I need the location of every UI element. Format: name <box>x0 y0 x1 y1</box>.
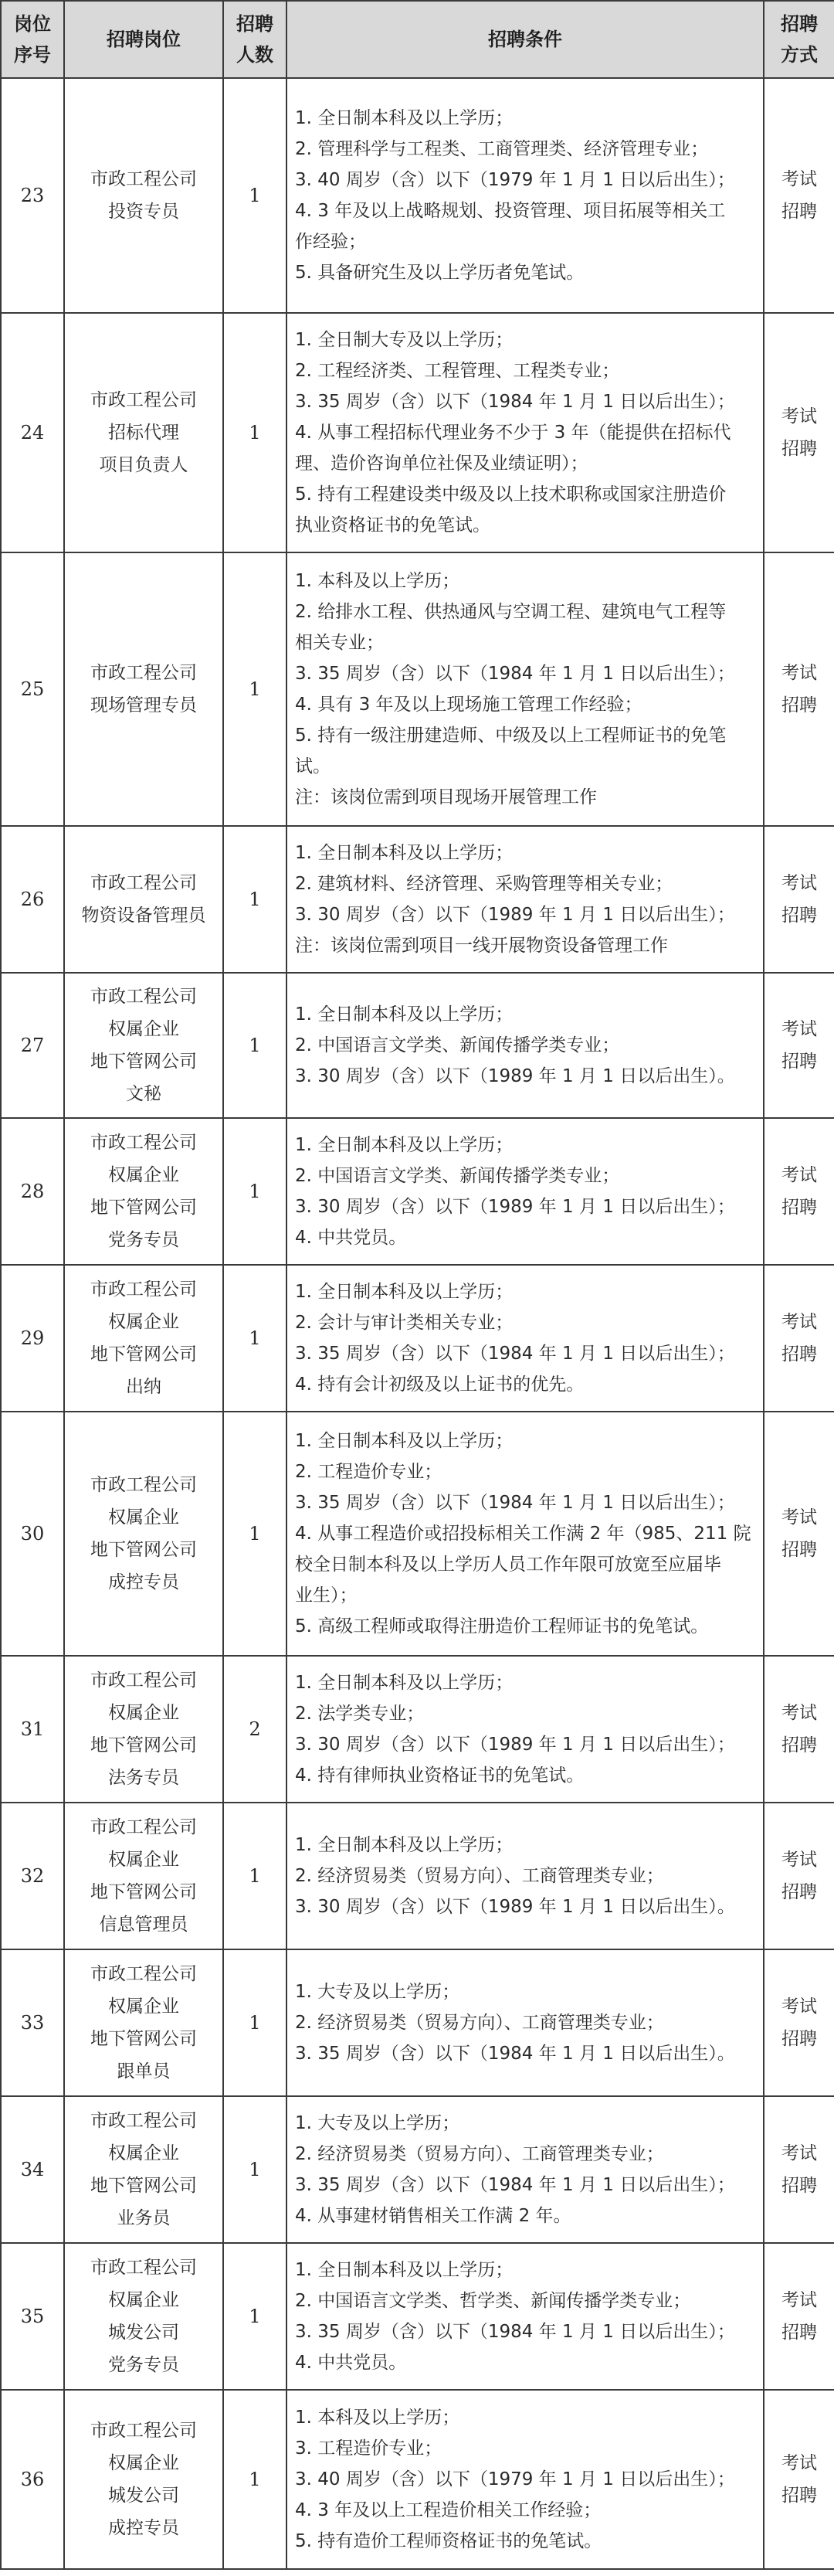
condition-line: 1. 全日制本科及以上学历； <box>295 1135 514 1155</box>
row-conditions <box>286 2096 764 2243</box>
row-post <box>64 2096 223 2243</box>
post-line: 地下管网公司 <box>90 1344 197 1364</box>
method-line: 招聘 <box>781 1735 817 1755</box>
row-seq: 33 <box>1 1949 64 2096</box>
post-line: 地下管网公司 <box>90 1882 197 1902</box>
table-row <box>1 552 834 826</box>
table-row <box>1 1656 834 1803</box>
post-line: 党务专员 <box>108 2355 179 2375</box>
row-count: 1 <box>223 1118 286 1265</box>
condition-line: 执业资格证书的免笔试。 <box>295 515 490 535</box>
condition-line: 4. 具有 3 年及以上现场施工管理工作经验； <box>295 695 642 715</box>
post-line: 物资设备管理员 <box>81 906 206 926</box>
method-line: 考试 <box>781 406 817 427</box>
row-method <box>764 1118 834 1265</box>
post-line: 地下管网公司 <box>90 2029 197 2049</box>
condition-line: 2. 管理科学与工程类、工商管理类、经济管理专业； <box>295 139 709 159</box>
method-line: 招聘 <box>781 695 817 715</box>
condition-line: 注：该岗位需到项目一线开展物资设备管理工作 <box>295 936 668 956</box>
condition-line: 1. 全日制本科及以上学历； <box>295 1835 514 1855</box>
post-line: 法务专员 <box>108 1768 179 1788</box>
row-method <box>764 2096 834 2243</box>
row-post <box>64 1118 223 1265</box>
condition-line: 1. 全日制本科及以上学历； <box>295 1431 514 1451</box>
method-line: 招聘 <box>781 1052 817 1072</box>
row-seq: 35 <box>1 2243 64 2390</box>
condition-line: 5. 持有一级注册建造师、中级及以上工程师证书的免笔 <box>295 726 727 746</box>
row-count: 1 <box>223 1265 286 1412</box>
table-row <box>1 826 834 973</box>
method-line: 招聘 <box>781 202 817 222</box>
row-conditions <box>286 1265 764 1412</box>
condition-line: 业生）； <box>295 1585 358 1606</box>
post-line: 权属企业 <box>108 2143 179 2163</box>
condition-line: 3. 30 周岁（含）以下（1989 年 1 月 1 日以后出生）； <box>295 1197 735 1217</box>
row-seq: 27 <box>1 973 64 1118</box>
method-line: 考试 <box>781 873 817 893</box>
condition-line: 1. 本科及以上学历； <box>295 2408 460 2428</box>
method-line: 招聘 <box>781 2486 817 2506</box>
row-count: 1 <box>223 313 286 552</box>
post-line: 权属企业 <box>108 1850 179 1870</box>
method-line: 考试 <box>781 169 817 189</box>
row-post <box>64 2390 223 2569</box>
method-line: 招聘 <box>781 906 817 926</box>
table-header-row <box>1 1 834 78</box>
condition-line: 3. 35 周岁（含）以下（1984 年 1 月 1 日以后出生）； <box>295 2175 735 2195</box>
post-line: 权属企业 <box>108 1165 179 1185</box>
post-line: 市政工程公司 <box>90 169 197 189</box>
row-count: 1 <box>223 1803 286 1949</box>
table-row <box>1 2390 834 2569</box>
table-row <box>1 313 834 552</box>
method-line: 考试 <box>781 1997 817 2017</box>
row-post <box>64 1412 223 1656</box>
row-post <box>64 1265 223 1412</box>
row-conditions <box>286 2390 764 2569</box>
condition-line: 5. 高级工程师或取得注册造价工程师证书的免笔试。 <box>295 1616 709 1636</box>
post-line: 市政工程公司 <box>90 2111 197 2131</box>
method-line: 考试 <box>781 1507 817 1528</box>
row-count: 1 <box>223 552 286 826</box>
header-method: 招聘 方式 <box>764 1 834 78</box>
row-conditions <box>286 826 764 973</box>
post-line: 权属企业 <box>108 2290 179 2310</box>
row-conditions <box>286 1949 764 2096</box>
method-line: 招聘 <box>781 2323 817 2343</box>
row-seq: 30 <box>1 1412 64 1656</box>
method-line: 考试 <box>781 1019 817 1039</box>
row-seq: 25 <box>1 552 64 826</box>
condition-line: 3. 35 周岁（含）以下（1984 年 1 月 1 日以后出生）； <box>295 664 735 684</box>
row-method <box>764 78 834 313</box>
method-line: 招聘 <box>781 2176 817 2196</box>
condition-line: 3. 35 周岁（含）以下（1984 年 1 月 1 日以后出生）； <box>295 1493 735 1513</box>
post-line: 市政工程公司 <box>90 1670 197 1691</box>
condition-line: 4. 持有律师执业资格证书的免笔试。 <box>295 1765 585 1786</box>
row-conditions <box>286 1412 764 1656</box>
post-line: 权属企业 <box>108 1019 179 1039</box>
row-count: 1 <box>223 2243 286 2390</box>
condition-line: 5. 持有造价工程师资格证书的免笔试。 <box>295 2531 602 2551</box>
row-count: 1 <box>223 1412 286 1656</box>
condition-line: 4. 3 年及以上战略规划、投资管理、项目拓展等相关工 <box>295 201 726 221</box>
condition-line: 3. 40 周岁（含）以下（1979 年 1 月 1 日以后出生）； <box>295 170 735 190</box>
condition-line: 2. 经济贸易类（贸易方向）、工商管理类专业； <box>295 2013 664 2033</box>
post-line: 地下管网公司 <box>90 1540 197 1560</box>
condition-line: 相关专业； <box>295 633 384 653</box>
post-line: 权属企业 <box>108 1997 179 2017</box>
post-line: 地下管网公司 <box>90 1198 197 1218</box>
row-method <box>764 552 834 826</box>
row-conditions <box>286 1803 764 1949</box>
row-count: 1 <box>223 1949 286 2096</box>
row-count: 1 <box>223 973 286 1118</box>
post-line: 跟单员 <box>117 2061 171 2082</box>
condition-line: 4. 持有会计初级及以上证书的优先。 <box>295 1375 585 1395</box>
method-line: 考试 <box>781 2453 817 2473</box>
post-line: 权属企业 <box>108 1507 179 1528</box>
table-row <box>1 1265 834 1412</box>
condition-line: 2. 中国语言文学类、新闻传播学类专业； <box>295 1166 620 1186</box>
row-count: 1 <box>223 826 286 973</box>
post-line: 出纳 <box>126 1377 161 1397</box>
condition-line: 5. 持有工程建设类中级及以上技术职称或国家注册造价 <box>295 484 727 505</box>
row-method <box>764 973 834 1118</box>
post-line: 市政工程公司 <box>90 987 197 1007</box>
header-post: 招聘岗位 <box>64 1 223 78</box>
row-seq: 26 <box>1 826 64 973</box>
row-method <box>764 1949 834 2096</box>
row-post <box>64 2243 223 2390</box>
post-line: 市政工程公司 <box>90 390 197 410</box>
condition-line: 1. 大专及以上学历； <box>295 1982 460 2002</box>
row-method <box>764 1656 834 1803</box>
post-line: 权属企业 <box>108 1703 179 1723</box>
post-line: 权属企业 <box>108 1312 179 1332</box>
row-method <box>764 1412 834 1656</box>
method-line: 考试 <box>781 1165 817 1185</box>
post-line: 项目负责人 <box>99 455 188 475</box>
method-line: 考试 <box>781 2143 817 2163</box>
table-row <box>1 1118 834 1265</box>
method-line: 考试 <box>781 663 817 683</box>
condition-line: 2. 会计与审计类相关专业； <box>295 1313 514 1333</box>
row-conditions <box>286 552 764 826</box>
post-line: 城发公司 <box>108 2323 179 2343</box>
post-line: 地下管网公司 <box>90 2176 197 2196</box>
post-line: 地下管网公司 <box>90 1052 197 1072</box>
condition-line: 4. 中共党员。 <box>295 1228 407 1248</box>
condition-line: 1. 全日制大专及以上学历； <box>295 330 514 350</box>
condition-line: 1. 全日制本科及以上学历； <box>295 2260 514 2280</box>
condition-line: 1. 全日制本科及以上学历； <box>295 1004 514 1025</box>
post-line: 市政工程公司 <box>90 1133 197 1153</box>
condition-line: 1. 全日制本科及以上学历； <box>295 1282 514 1302</box>
condition-line: 1. 全日制本科及以上学历； <box>295 108 514 128</box>
row-post <box>64 1656 223 1803</box>
method-line: 招聘 <box>781 1344 817 1364</box>
row-seq: 32 <box>1 1803 64 1949</box>
row-seq: 23 <box>1 78 64 313</box>
method-line: 考试 <box>781 2290 817 2310</box>
row-seq: 28 <box>1 1118 64 1265</box>
row-post <box>64 78 223 313</box>
row-conditions <box>286 78 764 313</box>
post-line: 市政工程公司 <box>90 1280 197 1300</box>
row-method <box>764 1265 834 1412</box>
condition-line: 2. 给排水工程、供热通风与空调工程、建筑电气工程等 <box>295 602 727 622</box>
post-line: 市政工程公司 <box>90 2421 197 2441</box>
row-method <box>764 313 834 552</box>
table-row <box>1 2243 834 2390</box>
condition-line: 4. 从事工程造价或招投标相关工作满 2 年（985、211 院 <box>295 1524 751 1544</box>
condition-line: 3. 30 周岁（含）以下（1989 年 1 月 1 日以后出生）。 <box>295 1897 735 1917</box>
post-line: 城发公司 <box>108 2486 179 2506</box>
row-conditions <box>286 973 764 1118</box>
condition-line: 4. 从事工程招标代理业务不少于 3 年（能提供在招标代 <box>295 423 731 443</box>
condition-line: 3. 30 周岁（含）以下（1989 年 1 月 1 日以后出生）； <box>295 905 735 925</box>
row-conditions <box>286 1118 764 1265</box>
condition-line: 3. 工程造价专业； <box>295 2438 442 2459</box>
condition-line: 2. 经济贸易类（贸易方向）、工商管理类专业； <box>295 2144 664 2164</box>
row-method <box>764 826 834 973</box>
post-line: 招标代理 <box>108 423 179 443</box>
condition-line: 试。 <box>295 756 331 777</box>
method-line: 考试 <box>781 1312 817 1332</box>
method-line: 招聘 <box>781 1198 817 1218</box>
row-post <box>64 552 223 826</box>
condition-line: 3. 35 周岁（含）以下（1984 年 1 月 1 日以后出生）； <box>295 1344 735 1364</box>
condition-line: 2. 中国语言文学类、新闻传播学类专业； <box>295 1035 620 1055</box>
condition-line: 3. 40 周岁（含）以下（1979 年 1 月 1 日以后出生）； <box>295 2469 735 2489</box>
header-count: 招聘 人数 <box>223 1 286 78</box>
table-row <box>1 1412 834 1656</box>
condition-line: 5. 具备研究生及以上学历者免笔试。 <box>295 263 585 283</box>
post-line: 地下管网公司 <box>90 1735 197 1755</box>
condition-line: 理、造价咨询单位社保及业绩证明）； <box>295 454 588 474</box>
row-count: 2 <box>223 1656 286 1803</box>
condition-line: 1. 全日制本科及以上学历； <box>295 843 514 863</box>
method-line: 招聘 <box>781 439 817 459</box>
method-line: 招聘 <box>781 1540 817 1560</box>
condition-line: 3. 35 周岁（含）以下（1984 年 1 月 1 日以后出生）。 <box>295 2044 735 2064</box>
condition-line: 2. 中国语言文学类、哲学类、新闻传播学类专业； <box>295 2291 691 2311</box>
method-line: 考试 <box>781 1850 817 1870</box>
row-seq: 24 <box>1 313 64 552</box>
condition-line: 4. 中共党员。 <box>295 2353 407 2373</box>
method-line: 招聘 <box>781 1882 817 1902</box>
condition-line: 校全日制本科及以上学历人员工作年限可放宽至应届毕 <box>295 1555 721 1575</box>
condition-line: 3. 35 周岁（含）以下（1984 年 1 月 1 日以后出生）； <box>295 2322 735 2342</box>
condition-line: 4. 从事建材销售相关工作满 2 年。 <box>295 2206 571 2226</box>
row-post <box>64 973 223 1118</box>
row-seq: 36 <box>1 2390 64 2569</box>
post-line: 业务员 <box>117 2208 171 2228</box>
row-conditions <box>286 2243 764 2390</box>
condition-line: 2. 经济贸易类（贸易方向）、工商管理类专业； <box>295 1866 664 1886</box>
post-line: 现场管理专员 <box>90 695 197 715</box>
condition-line: 1. 全日制本科及以上学历； <box>295 1673 514 1693</box>
condition-line: 3. 35 周岁（含）以下（1984 年 1 月 1 日以后出生）； <box>295 392 735 412</box>
row-post <box>64 1949 223 2096</box>
post-line: 权属企业 <box>108 2453 179 2473</box>
header-seq: 岗位 序号 <box>1 1 64 78</box>
condition-line: 1. 本科及以上学历； <box>295 571 460 591</box>
post-line: 市政工程公司 <box>90 1964 197 1984</box>
method-line: 招聘 <box>781 2029 817 2049</box>
table-row <box>1 78 834 313</box>
header-conditions: 招聘条件 <box>286 1 764 78</box>
post-line: 成控专员 <box>108 2518 179 2538</box>
row-count: 1 <box>223 78 286 313</box>
condition-line: 2. 法学类专业； <box>295 1704 425 1724</box>
table-row <box>1 973 834 1118</box>
row-post <box>64 313 223 552</box>
condition-line: 2. 工程造价专业； <box>295 1462 442 1482</box>
post-line: 市政工程公司 <box>90 873 197 893</box>
method-line: 考试 <box>781 1703 817 1723</box>
row-post <box>64 826 223 973</box>
condition-line: 注：该岗位需到项目现场开展管理工作 <box>295 787 597 807</box>
post-line: 党务专员 <box>108 1230 179 1250</box>
post-line: 成控专员 <box>108 1572 179 1592</box>
condition-line: 3. 30 周岁（含）以下（1989 年 1 月 1 日以后出生）。 <box>295 1066 735 1086</box>
row-conditions <box>286 1656 764 1803</box>
condition-line: 1. 大专及以上学历； <box>295 2113 460 2133</box>
post-line: 文秘 <box>126 1084 161 1104</box>
row-seq: 29 <box>1 1265 64 1412</box>
row-post <box>64 1803 223 1949</box>
post-line: 市政工程公司 <box>90 2258 197 2278</box>
row-count: 1 <box>223 2390 286 2569</box>
post-line: 信息管理员 <box>99 1915 188 1935</box>
row-seq: 34 <box>1 2096 64 2243</box>
table-row <box>1 2096 834 2243</box>
condition-line: 4. 3 年及以上工程造价相关工作经验； <box>295 2500 602 2520</box>
condition-line: 3. 30 周岁（含）以下（1989 年 1 月 1 日以后出生）； <box>295 1735 735 1755</box>
condition-line: 作经验； <box>295 232 366 252</box>
post-line: 市政工程公司 <box>90 1475 197 1495</box>
table-row <box>1 1949 834 2096</box>
row-method <box>764 2243 834 2390</box>
table-row <box>1 1803 834 1949</box>
post-line: 市政工程公司 <box>90 1817 197 1837</box>
row-seq: 31 <box>1 1656 64 1803</box>
row-conditions <box>286 313 764 552</box>
post-line: 市政工程公司 <box>90 663 197 683</box>
row-method <box>764 2390 834 2569</box>
row-method <box>764 1803 834 1949</box>
condition-line: 2. 建筑材料、经济管理、采购管理等相关专业； <box>295 874 673 894</box>
condition-line: 2. 工程经济类、工程管理、工程类专业； <box>295 361 620 381</box>
row-count: 1 <box>223 2096 286 2243</box>
post-line: 投资专员 <box>108 202 179 222</box>
